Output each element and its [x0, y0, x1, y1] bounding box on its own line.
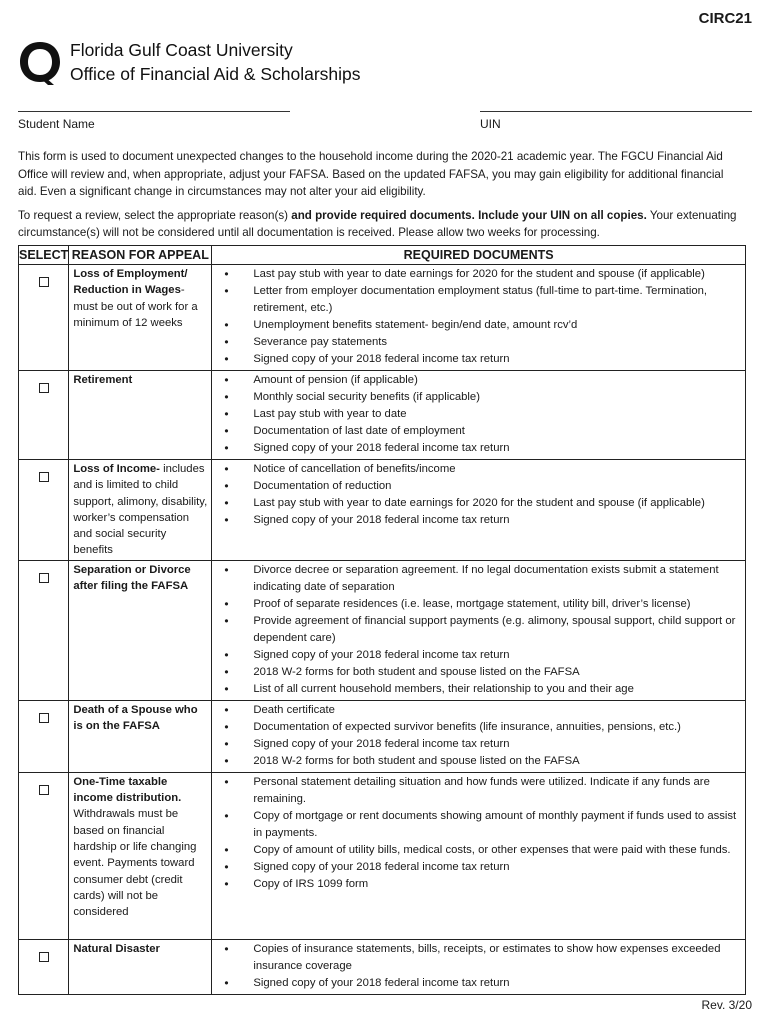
document-item: • List of all current household members, their relationship to you and their age [216, 681, 741, 698]
university-name: Florida Gulf Coast University [70, 40, 293, 60]
reason-cell [69, 700, 212, 772]
document-item: • Signed copy of your 2018 federal income tax return [216, 351, 741, 368]
reason-title: Separation or Divorce after filing the FAFSA [73, 563, 191, 593]
select-checkbox[interactable] [39, 785, 49, 795]
header-select: SELECT [19, 246, 69, 265]
reason-detail: includes and is limited to child support, alimony, disability, worker’s compensation and social security benefits [73, 463, 208, 557]
reason-detail: - must be out of work for a minimum of 12 weeks [73, 284, 198, 329]
select-checkbox[interactable] [39, 472, 49, 482]
select-cell [19, 939, 69, 994]
document-item: • Provide agreement of financial support payments (e.g. alimony, spousal support, child support or dependent care) [216, 613, 741, 647]
reason-title: Natural Disaster [73, 942, 160, 955]
document-item: • Signed copy of your 2018 federal income tax return [216, 736, 741, 753]
uin-field[interactable] [480, 100, 752, 131]
document-item: • Amount of pension (if applicable) [216, 372, 741, 389]
intro-paragraph-1: This form is used to document unexpected changes to the household income during the 2020-21 academic year. The FGCU Financial Aid Office will review and, when appropriate, adjust your FAFSA. Based on the updated FAFSA, you may gain eligibility for additional financial aid. Even a significant change in circumstances may not alter your aid eligibility. [18, 150, 724, 198]
header-docs: REQUIRED DOCUMENTS [212, 246, 746, 265]
document-item: • Unemployment benefits statement- begin/end date, amount rcv’d [216, 317, 741, 334]
header-reason: REASON FOR APPEAL [69, 246, 212, 265]
select-cell [19, 371, 69, 460]
document-item: • Signed copy of your 2018 federal income tax return [216, 647, 741, 664]
document-item: • Notice of cancellation of benefits/income [216, 461, 741, 478]
form-code: CIRC21 [698, 10, 752, 27]
document-item: • Last pay stub with year to date earnings for 2020 for the student and spouse (if applicable) [216, 266, 741, 283]
document-item: • 2018 W-2 forms for both student and spouse listed on the FAFSA [216, 664, 741, 681]
select-cell [19, 700, 69, 772]
document-item: • Documentation of last date of employment [216, 423, 741, 440]
intro-text [18, 148, 744, 248]
reason-cell [69, 371, 212, 460]
intro-paragraph-2: To request a review, select the appropriate reason(s) and provide required documents. Include your UIN on all copies. Your extenuating circumstance(s) will not be considered until all documentation is received. Please allow two weeks for processing. [18, 208, 737, 239]
appeal-row [19, 700, 746, 772]
reason-cell [69, 939, 212, 994]
docs-cell [212, 371, 746, 460]
reason-title: Loss of Income- [73, 463, 160, 475]
document-item: • Severance pay statements [216, 334, 741, 351]
select-checkbox[interactable] [39, 573, 49, 583]
docs-cell [212, 939, 746, 994]
appeal-row [19, 460, 746, 561]
document-item: • Letter from employer documentation employment status (full-time to part-time. Termination, retirement, etc.) [216, 283, 741, 317]
document-item: • Copies of insurance statements, bills, receipts, or estimates to show how expenses exceeded insurance coverage [216, 941, 741, 975]
reason-title: Death of a Spouse who is on the FAFSA [73, 703, 198, 733]
document-item: • Signed copy of your 2018 federal income tax return [216, 975, 741, 992]
document-item: • Signed copy of your 2018 federal income tax return [216, 859, 741, 876]
docs-cell [212, 772, 746, 939]
select-cell [19, 265, 69, 371]
reason-title: Retirement [73, 374, 133, 386]
uin-label: UIN [480, 117, 501, 131]
revision-label: Rev. 3/20 [701, 998, 752, 1012]
reason-cell [69, 772, 212, 939]
docs-cell [212, 700, 746, 772]
document-item: • Copy of IRS 1099 form [216, 876, 741, 893]
student-name-label: Student Name [18, 117, 95, 131]
document-item: • Documentation of expected survivor benefits (life insurance, annuities, pensions, etc.) [216, 719, 741, 736]
document-item: • 2018 W-2 forms for both student and spouse listed on the FAFSA [216, 753, 741, 770]
document-item: • Signed copy of your 2018 federal income tax return [216, 440, 741, 457]
document-item: • Last pay stub with year to date [216, 406, 741, 423]
document-item: • Proof of separate residences (i.e. lease, mortgage statement, utility bill, driver’s license) [216, 596, 741, 613]
select-checkbox[interactable] [39, 277, 49, 287]
reason-cell [69, 265, 212, 371]
document-item: • Signed copy of your 2018 federal income tax return [216, 512, 741, 529]
reason-detail: Withdrawals must be based on financial hardship or life changing event. Payments toward consumer debt (credit cards) will not be considered [73, 808, 197, 919]
fgcu-logo-icon [18, 38, 62, 86]
document-item: • Copy of amount of utility bills, medical costs, or other expenses that were paid with these funds. [216, 842, 741, 859]
docs-cell [212, 265, 746, 371]
appeal-table [18, 245, 746, 995]
document-item: • Divorce decree or separation agreement. If no legal documentation exists submit a statement indicating date of separation [216, 562, 741, 596]
document-item: • Death certificate [216, 702, 741, 719]
document-item: • Monthly social security benefits (if applicable) [216, 389, 741, 406]
docs-cell [212, 460, 746, 561]
reason-cell [69, 560, 212, 700]
select-checkbox[interactable] [39, 383, 49, 393]
reason-cell [69, 460, 212, 561]
select-checkbox[interactable] [39, 713, 49, 723]
office-name: Office of Financial Aid & Scholarships [70, 64, 361, 84]
document-item: • Copy of mortgage or rent documents showing amount of monthly payment if funds used to assist in payments. [216, 808, 741, 842]
appeal-row [19, 560, 746, 700]
student-name-field[interactable] [18, 100, 290, 131]
select-cell [19, 460, 69, 561]
document-item: • Personal statement detailing situation and how funds were utilized. Indicate if any funds are remaining. [216, 774, 741, 808]
document-item: • Last pay stub with year to date earnings for 2020 for the student and spouse (if applicable) [216, 495, 741, 512]
appeal-row [19, 371, 746, 460]
select-cell [19, 772, 69, 939]
appeal-row [19, 265, 746, 371]
appeal-row [19, 939, 746, 994]
select-checkbox[interactable] [39, 952, 49, 962]
reason-title: Loss of Employment/ Reduction in Wages [73, 268, 188, 297]
appeal-row [19, 772, 746, 939]
docs-cell [212, 560, 746, 700]
header [18, 38, 361, 86]
select-cell [19, 560, 69, 700]
document-item: • Documentation of reduction [216, 478, 741, 495]
reason-title: One-Time taxable income distribution. [73, 775, 182, 805]
